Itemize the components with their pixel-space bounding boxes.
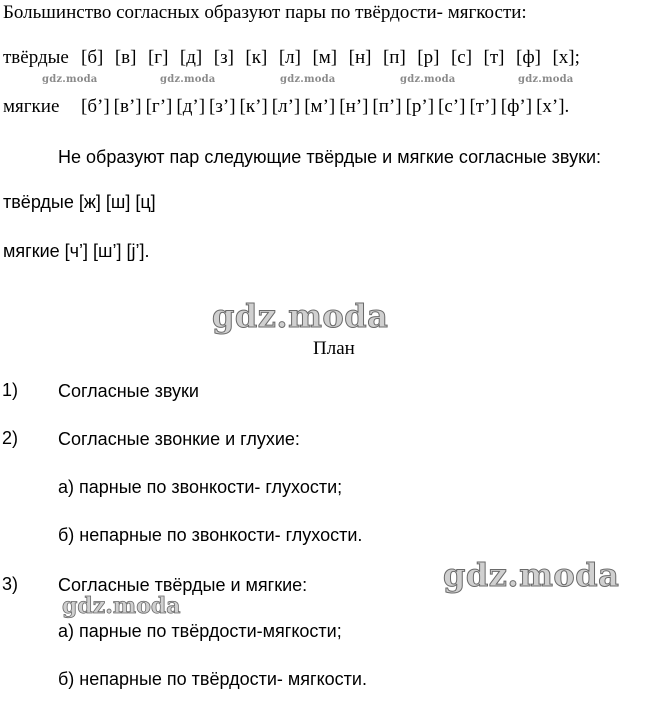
hard-sound: [з]: [213, 47, 234, 68]
soft-sound: [г’]: [145, 96, 173, 117]
hard-sounds-row: [3, 47, 591, 69]
watermark-small-2: gdz.moda: [160, 74, 216, 85]
hard-sound: [г]: [147, 47, 169, 68]
hard-sound: [т]: [483, 47, 505, 68]
soft-sound: [н’]: [339, 96, 369, 117]
hard-sound: [п]: [382, 47, 406, 68]
hard-sound: [р]: [417, 47, 440, 68]
plan-title: План: [313, 338, 355, 359]
unpaired-hard: твёрдые [ж] [ш] [ц]: [3, 192, 156, 212]
plan-item-text: Согласные твёрдые и мягкие:: [58, 575, 308, 595]
hard-sound: [н]: [348, 47, 372, 68]
soft-sound: [д’]: [176, 96, 206, 117]
soft-sound: [м’]: [304, 96, 336, 117]
hard-sound: [м]: [312, 47, 338, 68]
plan-item-text: а) парные по звонкости- глухости;: [58, 477, 343, 497]
watermark-small-4: gdz.moda: [400, 74, 456, 85]
soft-sound: [к’]: [239, 96, 268, 117]
soft-sound: [л’]: [271, 96, 301, 117]
hard-sound: [в]: [114, 47, 137, 68]
intro-text: Большинство согласных образуют пары по твёрдости- мягкости:: [3, 2, 527, 23]
hard-sound: [ф]: [516, 47, 541, 68]
watermark-small-3: gdz.moda: [280, 74, 336, 85]
hard-sound: [х];: [552, 47, 580, 68]
soft-sound: [с’]: [438, 96, 466, 117]
unpaired-soft: мягкие [ч’] [ш’] [j’].: [3, 241, 150, 261]
hard-sound: [с]: [450, 47, 473, 68]
hard-sounds-list: [81, 47, 591, 69]
soft-sound: [ф’]: [500, 96, 533, 117]
watermark-right: gdz.moda: [443, 556, 620, 594]
soft-sounds-list: [81, 96, 573, 118]
hard-sound: [д]: [179, 47, 203, 68]
soft-sound: [х’].: [536, 96, 570, 117]
soft-sound: [б’]: [81, 96, 110, 117]
watermark-center: gdz.moda: [212, 297, 389, 335]
plan-item-number: 2): [2, 428, 19, 448]
soft-sounds-row: [3, 96, 573, 118]
hard-sound: [л]: [278, 47, 301, 68]
hard-sound: [к]: [245, 47, 268, 68]
watermark-small-1: gdz.moda: [42, 74, 98, 85]
watermark-small-5: gdz.moda: [518, 74, 574, 85]
hard-label: твёрдые: [3, 47, 69, 68]
hard-sound: [б]: [81, 47, 104, 68]
soft-sound: [п’]: [372, 96, 402, 117]
watermark-left: gdz.moda: [62, 593, 181, 619]
plan-item-text: б) непарные по твёрдости- мягкости.: [58, 669, 367, 689]
soft-sound: [т’]: [469, 96, 497, 117]
plan-item-number: 1): [2, 380, 19, 400]
plan-item-number: 3): [2, 574, 19, 594]
plan-item-text: б) непарные по звонкости- глухости.: [58, 525, 363, 545]
soft-label: мягкие: [3, 96, 60, 117]
plan-item-text: Согласные звонкие и глухие:: [58, 429, 300, 449]
plan-item-text: Согласные звуки: [58, 381, 199, 401]
soft-sound: [в’]: [113, 96, 142, 117]
soft-sound: [р’]: [405, 96, 435, 117]
plan-item-text: а) парные по твёрдости-мягкости;: [58, 621, 342, 641]
unpaired-intro: Не образуют пар следующие твёрдые и мягкие согласные звуки:: [58, 147, 602, 167]
soft-sound: [з’]: [209, 96, 236, 117]
